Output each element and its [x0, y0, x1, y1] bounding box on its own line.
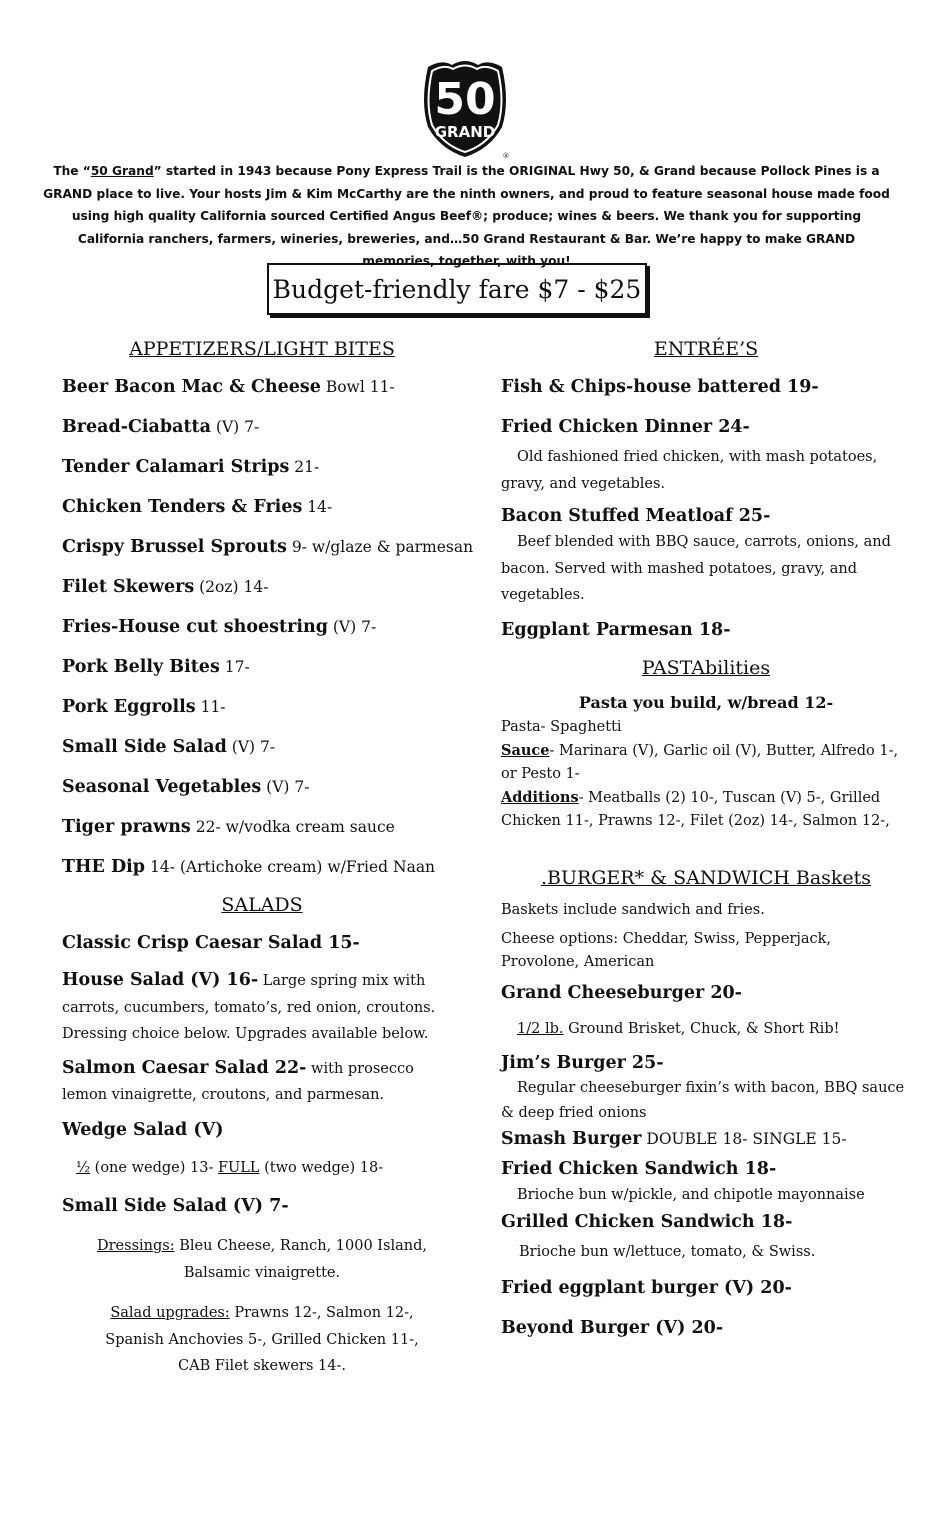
menu-item: Beer Bacon Mac & Cheese Bowl 11- — [62, 377, 395, 397]
grilled-chicken-sandwich: Grilled Chicken Sandwich 18- — [501, 1211, 793, 1232]
dressings: Dressings: Bleu Cheese, Ranch, 1000 Island, Balsamic vinaigrette. — [97, 1238, 427, 1281]
jims-burger: Jim’s Burger 25- — [501, 1053, 664, 1073]
house-salad: House Salad (V) 16- Large spring mix with carrots, cucumbers, tomato’s, red onion, croutons. Dressing choice below. Upgrades available below. — [62, 970, 436, 1042]
menu-item: Fries-House cut shoestring (V) 7- — [62, 617, 377, 637]
menu-item: Pork Eggrolls 11- — [62, 697, 226, 717]
entrees-heading: ENTRÉE’S — [653, 338, 759, 360]
menu-item: Small Side Salad (V) 7- — [62, 737, 276, 757]
grand-shield-logo — [420, 57, 510, 159]
menu-item: Tender Calamari Strips 21- — [62, 457, 320, 477]
menu-item: THE Dip 14- (Artichoke cream) w/Fried Naan — [62, 857, 436, 877]
pasta-heading: PASTAbilities — [641, 656, 771, 679]
logo-number: 50 — [434, 74, 496, 125]
fried-chicken-dinner: Fried Chicken Dinner 24- — [501, 417, 750, 437]
salads-heading: SALADS — [221, 894, 303, 916]
salad-upgrades: Salad upgrades: Prawns 12-, Salmon 12-, Spanish Anchovies 5-, Grilled Chicken 11-, CAB Filet skewers 14-. — [105, 1305, 419, 1374]
restaurant-name: 50 Grand — [90, 164, 154, 178]
wedge-salad: Wedge Salad (V) — [62, 1119, 224, 1140]
salmon-caesar: Salmon Caesar Salad 22- with prosecco lemon vinaigrette, croutons, and parmesan. — [62, 1057, 414, 1103]
menu-item: Crispy Brussel Sprouts 9- w/glaze & parmesan — [62, 537, 474, 557]
cheese-options: Cheese options: Cheddar, Swiss, Pepperjack, Provolone, American — [501, 930, 831, 970]
grand-cheeseburger-desc: 1/2 lb. Ground Brisket, Chuck, & Short Rib! — [517, 1020, 840, 1037]
menu-item: Chicken Tenders & Fries 14- — [62, 497, 333, 517]
grilled-chicken-sandwich-desc: Brioche bun w/lettuce, tomato, & Swiss. — [519, 1243, 816, 1260]
grand-cheeseburger: Grand Cheeseburger 20- — [501, 982, 742, 1003]
burger-heading: .BURGER* & SANDWICH Baskets — [540, 866, 872, 889]
beyond-burger: Beyond Burger (V) 20- — [501, 1318, 724, 1338]
fried-chicken-sandwich-desc: Brioche bun w/pickle, and chipotle mayonnaise — [517, 1187, 865, 1203]
meatloaf-desc: Beef blended with BBQ sauce, carrots, onions, and bacon. Served with mashed potatoes, gravy, and vegetables. — [501, 534, 891, 603]
pasta-options — [501, 716, 911, 833]
fried-chicken-sandwich: Fried Chicken Sandwich 18- — [501, 1159, 777, 1179]
registered-mark: ® — [502, 152, 510, 159]
menu-item: Tiger prawns 22- w/vodka cream sauce — [62, 817, 395, 837]
appetizers-list — [62, 376, 474, 878]
small-side-salad: Small Side Salad (V) 7- — [62, 1196, 289, 1216]
caesar-salad: Classic Crisp Caesar Salad 15- — [62, 933, 360, 953]
right-column — [501, 336, 911, 1339]
sauce-line: Sauce- Marinara (V), Garlic oil (V), Butter, Alfredo 1-, or Pesto 1- — [501, 741, 899, 782]
menu-item: Seasonal Vegetables (V) 7- — [62, 777, 310, 797]
fish-and-chips: Fish & Chips-house battered 19- — [501, 377, 819, 397]
intro-paragraph: The “50 Grand” started in 1943 because Pony Express Trail is the ORIGINAL Hwy 50, & Grand because Pollock Pines is a GRAND place to live. Your hosts Jim & Kim McCarthy are the ninth owners, and proud to feature seasonal house made food using high quality California sourced Certified Angus Beef®; produce; wines & beers. We thank you for supporting California ranchers, farmers, wineries, breweries, and…50 Grand Restaurant & Bar. We’re happy to make GRAND memories, together, with you! — [43, 164, 890, 268]
wedge-sizes: ½ (one wedge) 13- FULL (two wedge) 18- — [76, 1159, 384, 1176]
pasta-line: Pasta- Spaghetti — [501, 718, 622, 735]
basket-note: Baskets include sandwich and fries. — [501, 901, 765, 918]
jims-burger-desc: Regular cheeseburger fixin’s with bacon, BBQ sauce & deep fried onions — [501, 1080, 905, 1121]
appetizers-heading: APPETIZERS/LIGHT BITES — [129, 338, 395, 360]
fried-eggplant-burger: Fried eggplant burger (V) 20- — [501, 1278, 792, 1298]
menu-item: Bread-Ciabatta (V) 7- — [62, 417, 260, 437]
additions-line: Additions- Meatballs (2) 10-, Tuscan (V) 5-, Grilled Chicken 11-, Prawns 12-, Filet (2oz) 14-, Salmon 12-, — [501, 788, 890, 829]
left-column — [62, 336, 474, 1380]
meatloaf: Bacon Stuffed Meatloaf 25- — [501, 506, 771, 526]
smash-burger: Smash Burger DOUBLE 18- SINGLE 15- — [501, 1129, 847, 1149]
pasta-title: Pasta you build, w/bread 12- — [578, 692, 834, 712]
logo-word: GRAND — [434, 123, 496, 141]
menu-item: Filet Skewers (2oz) 14- — [62, 577, 269, 597]
menu-item: Pork Belly Bites 17- — [62, 657, 250, 677]
fried-chicken-desc: Old fashioned fried chicken, with mash potatoes, gravy, and vegetables. — [501, 449, 878, 492]
eggplant-parmesan: Eggplant Parmesan 18- — [501, 619, 731, 640]
budget-banner: Budget-friendly fare $7 - $25 — [267, 263, 647, 315]
